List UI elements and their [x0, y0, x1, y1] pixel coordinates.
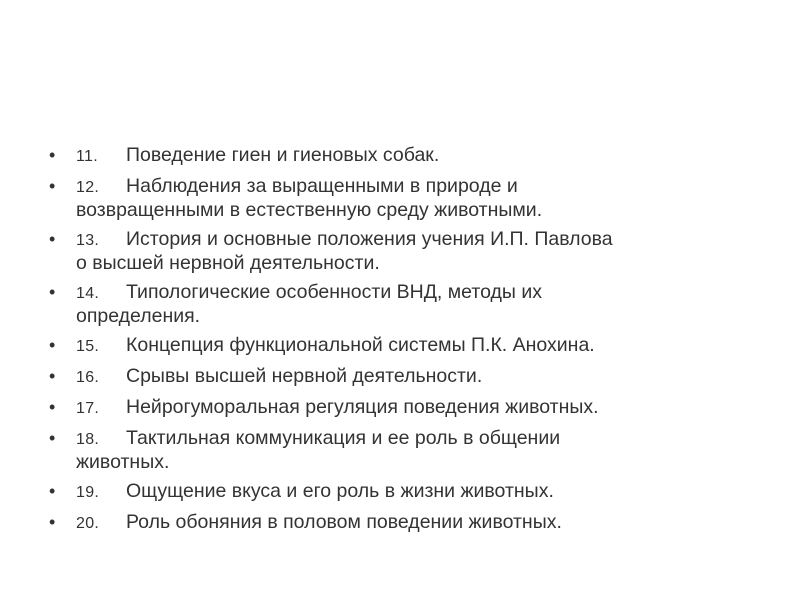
list-item [49, 281, 749, 327]
list-item [49, 228, 749, 274]
bullet-icon: • [49, 397, 56, 417]
list-item [49, 334, 749, 358]
list-item [49, 144, 749, 168]
item-text: Наблюдения за выращенными в природе и [126, 175, 518, 197]
bullet-icon: • [49, 229, 56, 249]
list-item [49, 365, 749, 389]
list-item [49, 175, 749, 221]
bullet-icon: • [49, 512, 56, 532]
item-text-continuation: о высшей нервной деятельности. [76, 252, 380, 274]
topic-list [49, 144, 749, 542]
item-number: 16. [76, 369, 100, 386]
list-item [49, 396, 749, 420]
item-number: 20. [76, 515, 100, 532]
item-text: Поведение гиен и гиеновых собак. [126, 144, 440, 166]
item-text: Роль обоняния в половом поведении животных. [126, 511, 562, 533]
bullet-icon: • [49, 366, 56, 386]
item-number: 13. [76, 232, 100, 249]
list-item [49, 480, 749, 504]
item-text: История и основные положения учения И.П. Павлова [126, 228, 613, 250]
item-number: 15. [76, 338, 100, 355]
item-text: Нейрогуморальная регуляция поведения животных. [126, 396, 599, 418]
item-number: 19. [76, 484, 100, 501]
item-number: 17. [76, 400, 100, 417]
item-text: Срывы высшей нервной деятельности. [126, 365, 483, 387]
bullet-icon: • [49, 428, 56, 448]
item-number: 11. [76, 148, 98, 165]
item-number: 14. [76, 285, 100, 302]
item-number: 12. [76, 179, 100, 196]
item-text: Типологические особенности ВНД, методы их [126, 281, 542, 303]
bullet-icon: • [49, 176, 56, 196]
item-number: 18. [76, 431, 100, 448]
list-item [49, 511, 749, 535]
bullet-icon: • [49, 282, 56, 302]
item-text-continuation: животных. [76, 451, 170, 473]
list-item [49, 427, 749, 473]
item-text: Ощущение вкуса и его роль в жизни животных. [126, 480, 554, 502]
bullet-icon: • [49, 145, 56, 165]
item-text: Тактильная коммуникация и ее роль в общении [126, 427, 561, 449]
bullet-icon: • [49, 481, 56, 501]
item-text-continuation: определения. [76, 305, 201, 327]
bullet-icon: • [49, 335, 56, 355]
item-text-continuation: возвращенными в естественную среду животными. [76, 199, 543, 221]
item-text: Концепция функциональной системы П.К. Анохина. [126, 334, 595, 356]
